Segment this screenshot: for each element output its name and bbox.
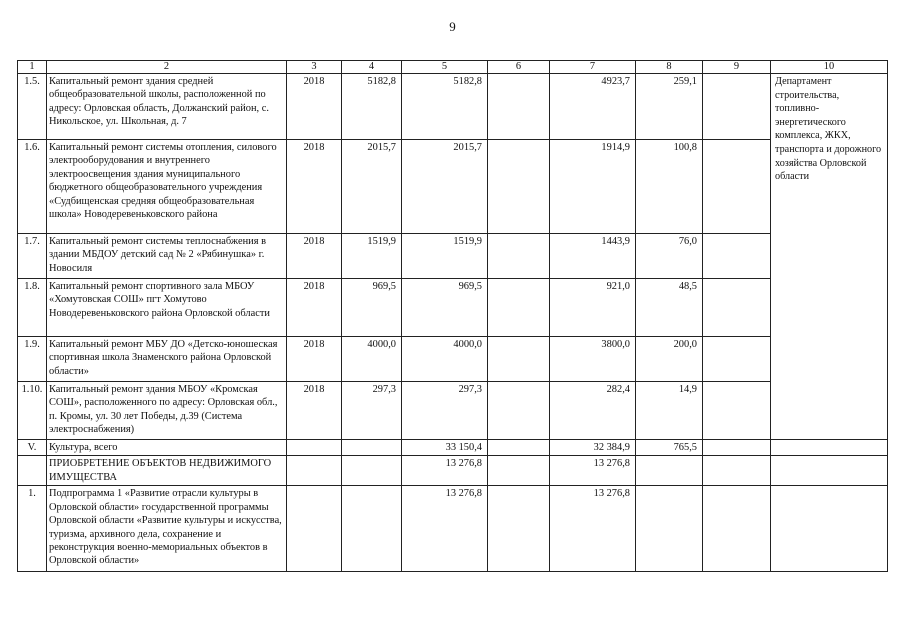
subprogram-row [18, 486, 888, 572]
table-row [18, 382, 888, 440]
row-col5: 969,5 [402, 279, 488, 337]
row-col8: 14,9 [636, 382, 703, 440]
row-col4: 1519,9 [342, 234, 402, 279]
row-col6 [488, 140, 550, 234]
column-header: 4 [342, 61, 402, 74]
row-col8: 100,8 [636, 140, 703, 234]
row-number: 1.7. [18, 234, 47, 279]
row-col4: 5182,8 [342, 74, 402, 140]
section-number: V. [18, 440, 47, 456]
section-col8: 765,5 [636, 440, 703, 456]
row-col8: 200,0 [636, 337, 703, 382]
row-year: 2018 [287, 279, 342, 337]
column-number-row [18, 61, 888, 74]
row-number: 1.5. [18, 74, 47, 140]
budget-table [17, 60, 888, 572]
row-number: 1.6. [18, 140, 47, 234]
row-description: Капитальный ремонт здания МБОУ «Кромская СОШ», расположенного по адресу: Орловская обл., п. Кромы, ул. 30 лет Победы, д.39 (Система электроснабжения) [47, 382, 287, 440]
row-year: 2018 [287, 234, 342, 279]
row-description: Капитальный ремонт спортивного зала МБОУ «Хомутовская СОШ» пгт Хомутово Новодеревеньковского района Орловской области [47, 279, 287, 337]
row-col8: 76,0 [636, 234, 703, 279]
subprogram-col7: 13 276,8 [550, 486, 636, 572]
row-col7: 1914,9 [550, 140, 636, 234]
row-description: Капитальный ремонт МБУ ДО «Детско-юношеская спортивная школа Знаменского района Орловской области» [47, 337, 287, 382]
row-year: 2018 [287, 74, 342, 140]
row-col9 [703, 337, 771, 382]
row-col9 [703, 74, 771, 140]
row-number: 1.9. [18, 337, 47, 382]
subprogram-number: 1. [18, 486, 47, 572]
row-col4: 4000,0 [342, 337, 402, 382]
row-col6 [488, 74, 550, 140]
row-year: 2018 [287, 382, 342, 440]
table-row [18, 74, 888, 140]
row-col7: 3800,0 [550, 337, 636, 382]
acquisition-title: ПРИОБРЕТЕНИЕ ОБЪЕКТОВ НЕДВИЖИМОГО ИМУЩЕСТВА [47, 456, 287, 486]
subprogram-description: Подпрограмма 1 «Развитие отрасли культуры в Орловской области» государственной программы Орловской области «Развитие культуры и искусства, туризма, архивного дела, сохранение и реконструкция военно-мемориальных объектов в Орловской области» [47, 486, 287, 572]
column-header: 2 [47, 61, 287, 74]
row-col7: 4923,7 [550, 74, 636, 140]
row-col5: 1519,9 [402, 234, 488, 279]
acquisition-row [18, 456, 888, 486]
row-col6 [488, 337, 550, 382]
column-header: 8 [636, 61, 703, 74]
section-col5: 33 150,4 [402, 440, 488, 456]
row-year: 2018 [287, 140, 342, 234]
row-col4: 2015,7 [342, 140, 402, 234]
row-col5: 2015,7 [402, 140, 488, 234]
row-col7: 282,4 [550, 382, 636, 440]
column-header: 6 [488, 61, 550, 74]
row-col8: 48,5 [636, 279, 703, 337]
row-description: Капитальный ремонт здания средней общеобразовательной школы, расположенной по адресу: Орловская область, Должанский район, с. Никольское, ул. Школьная, д. 7 [47, 74, 287, 140]
row-col4: 969,5 [342, 279, 402, 337]
section-total-row [18, 440, 888, 456]
row-col9 [703, 382, 771, 440]
column-header: 9 [703, 61, 771, 74]
row-col8: 259,1 [636, 74, 703, 140]
row-col5: 4000,0 [402, 337, 488, 382]
acquisition-col7: 13 276,8 [550, 456, 636, 486]
row-year: 2018 [287, 337, 342, 382]
row-col9 [703, 140, 771, 234]
row-description: Капитальный ремонт системы теплоснабжения в здании МБДОУ детский сад № 2 «Рябинушка» г. Новосиля [47, 234, 287, 279]
section-title: Культура, всего [47, 440, 287, 456]
table-row [18, 140, 888, 234]
page-number: 9 [449, 19, 456, 34]
row-col5: 5182,8 [402, 74, 488, 140]
column-header: 5 [402, 61, 488, 74]
row-col7: 921,0 [550, 279, 636, 337]
row-description: Капитальный ремонт системы отопления, силового электрооборудования и внутреннего электроосвещения здания муниципального бюджетного общеобразовательного учреждения «Судбищенская средняя общеобразовательная школа» Новодеревеньковского района [47, 140, 287, 234]
column-header: 7 [550, 61, 636, 74]
row-col6 [488, 382, 550, 440]
row-number: 1.8. [18, 279, 47, 337]
row-col9 [703, 234, 771, 279]
row-number: 1.10. [18, 382, 47, 440]
row-col5: 297,3 [402, 382, 488, 440]
column-header: 3 [287, 61, 342, 74]
section-col7: 32 384,9 [550, 440, 636, 456]
acquisition-col5: 13 276,8 [402, 456, 488, 486]
table-row [18, 337, 888, 382]
row-col6 [488, 279, 550, 337]
row-col6 [488, 234, 550, 279]
row-col7: 1443,9 [550, 234, 636, 279]
subprogram-col5: 13 276,8 [402, 486, 488, 572]
table-row [18, 279, 888, 337]
row-col4: 297,3 [342, 382, 402, 440]
column-header: 10 [771, 61, 888, 74]
responsible-department: Департамент строительства, топливно-энергетического комплекса, ЖКХ, транспорта и дорожного хозяйства Орловской области [771, 74, 888, 440]
row-col9 [703, 279, 771, 337]
table-row [18, 234, 888, 279]
column-header: 1 [18, 61, 47, 74]
